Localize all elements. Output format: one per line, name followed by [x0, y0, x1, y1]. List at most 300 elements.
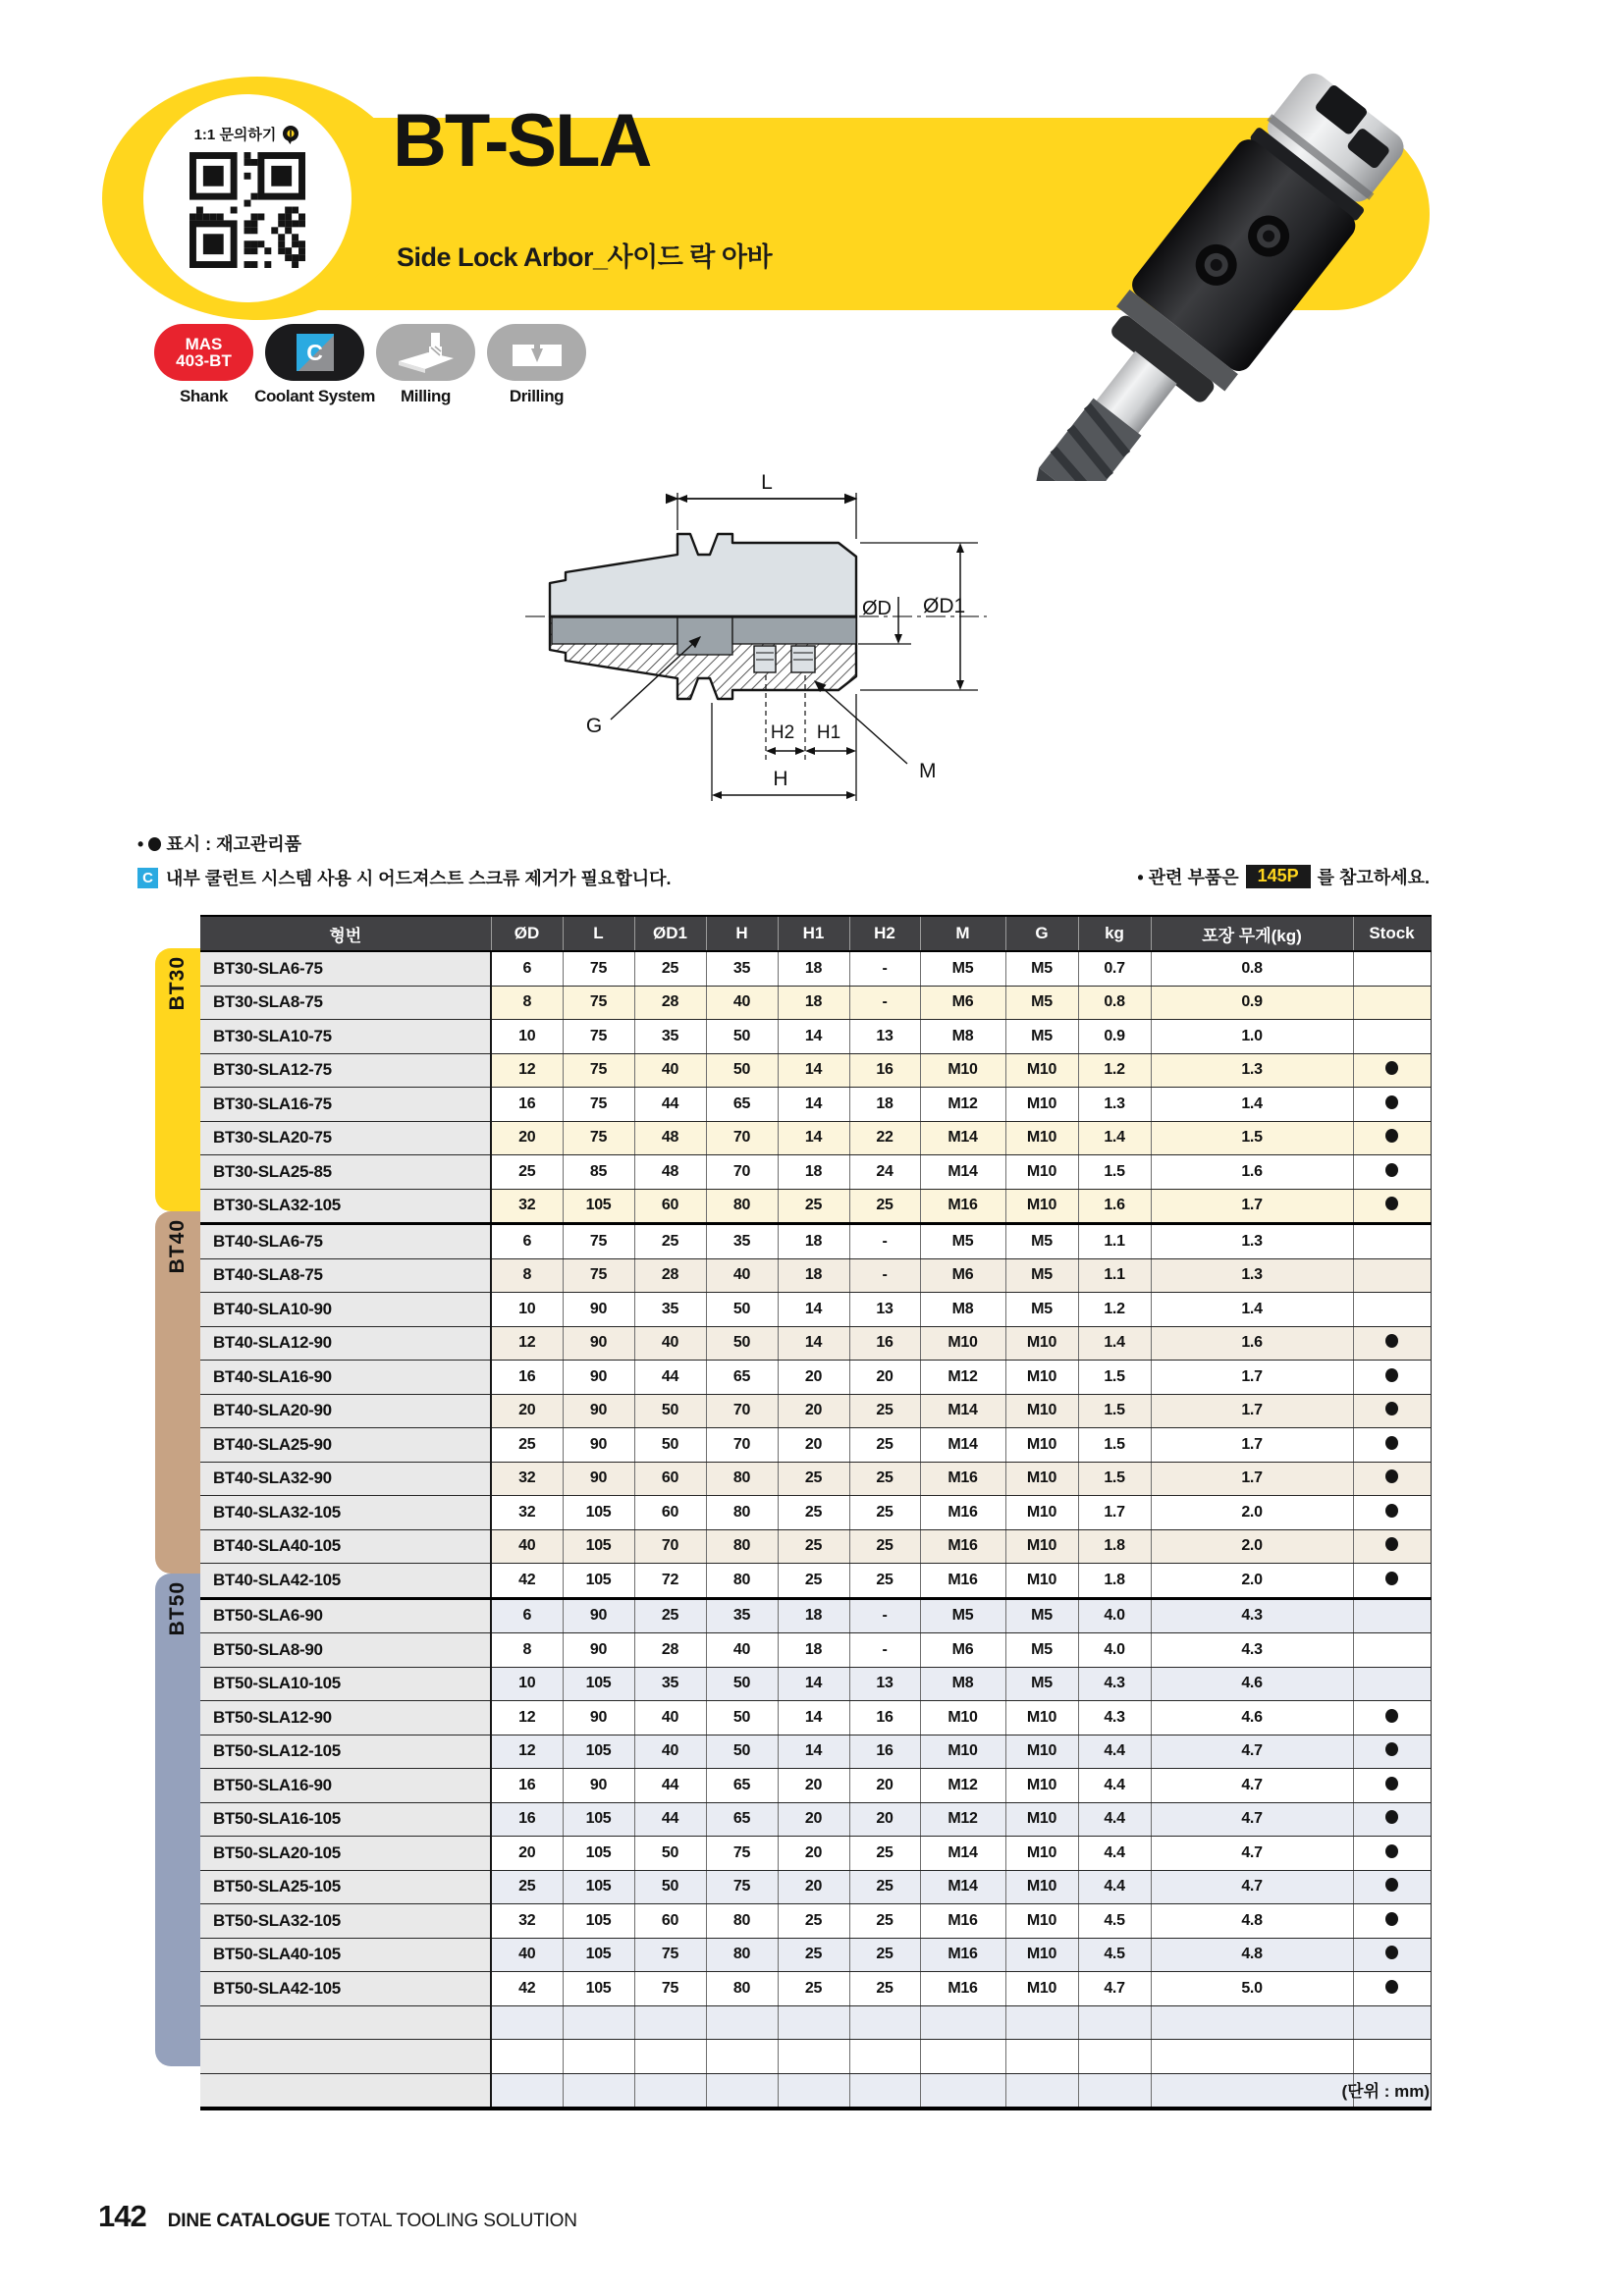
coolant-pill — [265, 324, 364, 381]
group-label: BT40 — [166, 1219, 189, 1274]
value-cell: 18 — [778, 1155, 849, 1190]
value-cell: 25 — [849, 1496, 920, 1530]
value-cell: M8 — [920, 1667, 1005, 1701]
value-cell: M5 — [1005, 986, 1078, 1020]
coolant-icon: C — [297, 334, 334, 371]
model-cell: BT50-SLA25-105 — [200, 1870, 491, 1904]
value-cell: 75 — [563, 1088, 634, 1122]
value-cell: M5 — [920, 1224, 1005, 1259]
value-cell: 25 — [491, 1870, 563, 1904]
value-cell — [1151, 2040, 1353, 2074]
value-cell: M5 — [920, 1598, 1005, 1633]
value-cell: M6 — [920, 1633, 1005, 1668]
value-cell: M10 — [920, 1326, 1005, 1361]
value-cell: 0.8 — [1078, 986, 1151, 1020]
drilling-caption: Drilling — [509, 387, 565, 405]
model-cell: BT30-SLA12-75 — [200, 1053, 491, 1088]
column-header: Stock — [1353, 916, 1431, 951]
value-cell: 20 — [778, 1361, 849, 1395]
drilling-icon — [506, 331, 568, 374]
value-cell: M10 — [1005, 1870, 1078, 1904]
value-cell: 28 — [634, 986, 706, 1020]
value-cell: 18 — [778, 1633, 849, 1668]
value-cell: 42 — [491, 1564, 563, 1599]
stock-cell — [1353, 1837, 1431, 1871]
value-cell: 25 — [849, 1462, 920, 1496]
spec-table — [200, 915, 1432, 2110]
value-cell: 90 — [563, 1769, 634, 1803]
value-cell: 18 — [778, 986, 849, 1020]
value-cell: 4.4 — [1078, 1870, 1151, 1904]
stock-cell — [1353, 1326, 1431, 1361]
value-cell: 75 — [563, 986, 634, 1020]
shank-line1: MAS — [185, 334, 223, 353]
value-cell: 18 — [778, 951, 849, 986]
table-row — [200, 1802, 1431, 1837]
value-cell: 12 — [491, 1701, 563, 1735]
model-cell: BT30-SLA25-85 — [200, 1155, 491, 1190]
table-row — [200, 1428, 1431, 1463]
value-cell: 1.6 — [1078, 1189, 1151, 1224]
model-cell: BT50-SLA12-105 — [200, 1735, 491, 1769]
shank-line2: 403-BT — [176, 351, 232, 370]
value-cell — [778, 2005, 849, 2040]
value-cell — [491, 2005, 563, 2040]
value-cell: 25 — [491, 1155, 563, 1190]
value-cell: 105 — [563, 1735, 634, 1769]
badge-drilling — [487, 324, 586, 406]
value-cell — [706, 2005, 778, 2040]
model-cell: BT40-SLA8-75 — [200, 1258, 491, 1293]
badge-milling — [376, 324, 475, 406]
value-cell — [563, 2073, 634, 2109]
value-cell: 1.7 — [1151, 1394, 1353, 1428]
table-row — [200, 1121, 1431, 1155]
value-cell: 40 — [634, 1053, 706, 1088]
value-cell: 20 — [778, 1802, 849, 1837]
value-cell: M16 — [920, 1189, 1005, 1224]
stock-dot — [1385, 1912, 1398, 1926]
value-cell: 25 — [849, 1938, 920, 1972]
model-cell: BT40-SLA16-90 — [200, 1361, 491, 1395]
value-cell: 40 — [706, 1258, 778, 1293]
value-cell — [778, 2040, 849, 2074]
value-cell: 20 — [491, 1121, 563, 1155]
stock-cell — [1353, 1564, 1431, 1599]
value-cell — [563, 2005, 634, 2040]
page-number: 142 — [98, 2199, 146, 2233]
value-cell: 14 — [778, 1667, 849, 1701]
value-cell: 90 — [563, 1293, 634, 1327]
value-cell: M5 — [1005, 1224, 1078, 1259]
table-row — [200, 1189, 1431, 1224]
value-cell: 25 — [778, 1904, 849, 1939]
dim-label-g: G — [585, 715, 603, 737]
empty-row — [200, 2005, 1431, 2040]
value-cell: 85 — [563, 1155, 634, 1190]
value-cell: M12 — [920, 1769, 1005, 1803]
group-bar-bt50 — [155, 1574, 200, 2067]
stock-cell — [1353, 1293, 1431, 1327]
stock-legend-text: 표시 : 재고관리품 — [166, 834, 302, 854]
chat-bubble-icon — [281, 125, 300, 144]
value-cell: 4.7 — [1151, 1802, 1353, 1837]
value-cell: M10 — [1005, 1496, 1078, 1530]
badge-shank — [154, 324, 253, 406]
value-cell: 50 — [706, 1020, 778, 1054]
value-cell: 14 — [778, 1053, 849, 1088]
value-cell: 1.4 — [1078, 1121, 1151, 1155]
page-footer — [98, 2199, 577, 2234]
value-cell: 10 — [491, 1020, 563, 1054]
value-cell: 50 — [706, 1053, 778, 1088]
value-cell: 13 — [849, 1293, 920, 1327]
value-cell: 4.5 — [1078, 1904, 1151, 1939]
group-label: BT50 — [166, 1580, 189, 1635]
dim-label-h2: H2 — [770, 722, 795, 743]
value-cell: 1.8 — [1078, 1529, 1151, 1564]
unit-note: (단위 : mm) — [1341, 2082, 1430, 2101]
stock-dot — [1385, 1095, 1398, 1109]
value-cell — [1151, 2005, 1353, 2040]
value-cell: 10 — [491, 1293, 563, 1327]
table-row — [200, 1769, 1431, 1803]
legend-notes — [137, 830, 671, 890]
value-cell: 40 — [634, 1326, 706, 1361]
model-cell — [200, 2040, 491, 2074]
value-cell: M8 — [920, 1020, 1005, 1054]
value-cell: 25 — [849, 1870, 920, 1904]
value-cell: 20 — [778, 1769, 849, 1803]
value-cell: 25 — [849, 1428, 920, 1463]
model-cell: BT40-SLA42-105 — [200, 1564, 491, 1599]
value-cell: 65 — [706, 1769, 778, 1803]
table-row — [200, 1462, 1431, 1496]
stock-cell — [1353, 1155, 1431, 1190]
value-cell: 72 — [634, 1564, 706, 1599]
value-cell: 25 — [778, 1496, 849, 1530]
drilling-pill — [487, 324, 586, 381]
value-cell: 80 — [706, 1564, 778, 1599]
column-header: H1 — [778, 916, 849, 951]
stock-dot — [1385, 1163, 1398, 1177]
stock-cell — [1353, 1361, 1431, 1395]
stock-cell — [1353, 1088, 1431, 1122]
value-cell — [1078, 2005, 1151, 2040]
value-cell: 50 — [706, 1735, 778, 1769]
value-cell: 42 — [491, 1972, 563, 2006]
milling-pill — [376, 324, 475, 381]
dimension-diagram — [491, 450, 1129, 823]
value-cell: 25 — [778, 1938, 849, 1972]
value-cell: 25 — [634, 1224, 706, 1259]
value-cell: 4.6 — [1151, 1701, 1353, 1735]
group-bar-bt40 — [155, 1211, 200, 1574]
related-suffix: 를 참고하세요. — [1317, 868, 1430, 887]
value-cell: M14 — [920, 1155, 1005, 1190]
stock-cell — [1353, 1189, 1431, 1224]
model-cell: BT40-SLA20-90 — [200, 1394, 491, 1428]
value-cell: M5 — [1005, 1020, 1078, 1054]
value-cell: M10 — [920, 1053, 1005, 1088]
value-cell: M10 — [1005, 1462, 1078, 1496]
tool-upper-profile — [550, 534, 856, 616]
value-cell: 0.9 — [1078, 1020, 1151, 1054]
value-cell: 4.8 — [1151, 1904, 1353, 1939]
value-cell: - — [849, 1258, 920, 1293]
value-cell: M5 — [1005, 1667, 1078, 1701]
table-row — [200, 1155, 1431, 1190]
value-cell — [706, 2040, 778, 2074]
stock-cell — [1353, 1904, 1431, 1939]
table-row — [200, 1529, 1431, 1564]
value-cell: 1.5 — [1078, 1155, 1151, 1190]
model-cell: BT40-SLA10-90 — [200, 1293, 491, 1327]
group-bar-bt30 — [155, 948, 200, 1211]
value-cell: 44 — [634, 1802, 706, 1837]
value-cell: 44 — [634, 1361, 706, 1395]
stock-cell — [1353, 1633, 1431, 1668]
value-cell: 50 — [634, 1428, 706, 1463]
stock-cell — [1353, 1972, 1431, 2006]
column-header: 형번 — [200, 916, 491, 951]
model-cell: BT30-SLA8-75 — [200, 986, 491, 1020]
model-cell — [200, 2005, 491, 2040]
value-cell: 4.5 — [1078, 1938, 1151, 1972]
stock-dot — [1385, 1878, 1398, 1892]
value-cell — [1078, 2073, 1151, 2109]
stock-cell — [1353, 2005, 1431, 2040]
column-header: ØD1 — [634, 916, 706, 951]
value-cell: 8 — [491, 1633, 563, 1668]
value-cell: 16 — [491, 1802, 563, 1837]
model-cell: BT40-SLA12-90 — [200, 1326, 491, 1361]
column-header: G — [1005, 916, 1078, 951]
model-cell: BT50-SLA16-90 — [200, 1769, 491, 1803]
model-cell: BT40-SLA40-105 — [200, 1529, 491, 1564]
value-cell: M5 — [1005, 1598, 1078, 1633]
value-cell: 4.0 — [1078, 1633, 1151, 1668]
stock-cell — [1353, 1020, 1431, 1054]
value-cell: 4.7 — [1151, 1837, 1353, 1871]
value-cell: 35 — [706, 951, 778, 986]
value-cell — [849, 2073, 920, 2109]
stock-dot — [1385, 1980, 1398, 1994]
value-cell: 4.0 — [1078, 1598, 1151, 1633]
value-cell: 35 — [706, 1598, 778, 1633]
value-cell: 4.3 — [1078, 1667, 1151, 1701]
value-cell: 25 — [778, 1189, 849, 1224]
column-header: M — [920, 916, 1005, 951]
value-cell: M6 — [920, 1258, 1005, 1293]
value-cell — [920, 2040, 1005, 2074]
coolant-note-row — [137, 865, 671, 890]
table-row — [200, 1293, 1431, 1327]
table-row — [200, 1053, 1431, 1088]
value-cell: 75 — [563, 1121, 634, 1155]
stock-dot — [1385, 1197, 1398, 1210]
value-cell: M10 — [1005, 1394, 1078, 1428]
value-cell: M16 — [920, 1564, 1005, 1599]
stock-dot — [1385, 1572, 1398, 1585]
dim-label-od1: ØD1 — [923, 595, 966, 617]
value-cell: M10 — [1005, 1529, 1078, 1564]
value-cell: 14 — [778, 1701, 849, 1735]
value-cell: 1.6 — [1151, 1155, 1353, 1190]
value-cell: 1.6 — [1151, 1326, 1353, 1361]
column-header: H2 — [849, 916, 920, 951]
model-cell: BT40-SLA25-90 — [200, 1428, 491, 1463]
value-cell — [849, 2005, 920, 2040]
dim-label-h: H — [773, 768, 788, 790]
model-cell: BT50-SLA42-105 — [200, 1972, 491, 2006]
stock-dot — [1385, 1469, 1398, 1483]
value-cell: 44 — [634, 1088, 706, 1122]
value-cell: 14 — [778, 1293, 849, 1327]
value-cell: 0.7 — [1078, 951, 1151, 986]
related-parts-note — [1137, 864, 1430, 889]
value-cell: 25 — [778, 1564, 849, 1599]
footer-text — [168, 2211, 577, 2232]
stock-cell — [1353, 1121, 1431, 1155]
value-cell: M10 — [1005, 1326, 1078, 1361]
model-cell: BT40-SLA32-90 — [200, 1462, 491, 1496]
value-cell: 18 — [778, 1224, 849, 1259]
value-cell: 4.7 — [1151, 1769, 1353, 1803]
model-cell: BT50-SLA10-105 — [200, 1667, 491, 1701]
value-cell: 105 — [563, 1802, 634, 1837]
table-row — [200, 1088, 1431, 1122]
stock-dot — [1385, 1709, 1398, 1723]
value-cell: 28 — [634, 1258, 706, 1293]
value-cell: 18 — [778, 1258, 849, 1293]
value-cell: 20 — [778, 1394, 849, 1428]
value-cell: 2.0 — [1151, 1564, 1353, 1599]
value-cell: 50 — [706, 1293, 778, 1327]
value-cell: 65 — [706, 1361, 778, 1395]
value-cell: 80 — [706, 1462, 778, 1496]
model-cell: BT50-SLA8-90 — [200, 1633, 491, 1668]
stock-dot — [1385, 1129, 1398, 1143]
value-cell — [920, 2073, 1005, 2109]
value-cell: 1.0 — [1151, 1020, 1353, 1054]
value-cell: 1.1 — [1078, 1258, 1151, 1293]
value-cell: 44 — [634, 1769, 706, 1803]
value-cell: 70 — [706, 1121, 778, 1155]
value-cell: 25 — [491, 1428, 563, 1463]
stock-cell — [1353, 1938, 1431, 1972]
value-cell: 105 — [563, 1564, 634, 1599]
stock-cell — [1353, 1598, 1431, 1633]
value-cell: 1.5 — [1078, 1428, 1151, 1463]
qr-circle — [143, 94, 352, 302]
value-cell: - — [849, 1224, 920, 1259]
value-cell: M10 — [1005, 1735, 1078, 1769]
related-prefix: • 관련 부품은 — [1137, 868, 1239, 887]
value-cell: 1.3 — [1151, 1053, 1353, 1088]
value-cell: 32 — [491, 1462, 563, 1496]
value-cell — [491, 2073, 563, 2109]
stock-cell — [1353, 1394, 1431, 1428]
stock-dot — [1385, 1368, 1398, 1382]
value-cell: 60 — [634, 1904, 706, 1939]
table-row — [200, 1667, 1431, 1701]
column-header: ØD — [491, 916, 563, 951]
value-cell: M16 — [920, 1904, 1005, 1939]
value-cell: M16 — [920, 1529, 1005, 1564]
value-cell: 50 — [706, 1326, 778, 1361]
value-cell: 105 — [563, 1938, 634, 1972]
value-cell: 25 — [849, 1394, 920, 1428]
value-cell: 8 — [491, 986, 563, 1020]
value-cell — [849, 2040, 920, 2074]
page-subtitle: Side Lock Arbor_사이드 락 아바 — [397, 242, 773, 272]
value-cell: 12 — [491, 1053, 563, 1088]
group-label: BT30 — [166, 956, 189, 1011]
value-cell: 1.3 — [1078, 1088, 1151, 1122]
coolant-note-text: 내부 쿨런트 시스템 사용 시 어드져스트 스크류 제거가 필요합니다. — [166, 869, 672, 888]
model-cell: BT50-SLA40-105 — [200, 1938, 491, 1972]
value-cell: 14 — [778, 1020, 849, 1054]
value-cell: 50 — [634, 1394, 706, 1428]
value-cell: 28 — [634, 1633, 706, 1668]
value-cell: M10 — [1005, 1938, 1078, 1972]
value-cell: 25 — [849, 1529, 920, 1564]
value-cell: 90 — [563, 1598, 634, 1633]
value-cell: 35 — [634, 1020, 706, 1054]
value-cell: 50 — [706, 1701, 778, 1735]
value-cell: 22 — [849, 1121, 920, 1155]
value-cell: 105 — [563, 1667, 634, 1701]
value-cell: M14 — [920, 1837, 1005, 1871]
column-header: L — [563, 916, 634, 951]
value-cell: 70 — [706, 1428, 778, 1463]
value-cell: 24 — [849, 1155, 920, 1190]
value-cell: 105 — [563, 1189, 634, 1224]
value-cell: 6 — [491, 951, 563, 986]
value-cell: 75 — [563, 1053, 634, 1088]
value-cell: 13 — [849, 1667, 920, 1701]
value-cell: 105 — [563, 1529, 634, 1564]
value-cell: M10 — [1005, 1053, 1078, 1088]
value-cell: 40 — [706, 986, 778, 1020]
value-cell: M14 — [920, 1394, 1005, 1428]
model-cell: BT50-SLA20-105 — [200, 1837, 491, 1871]
value-cell: M14 — [920, 1870, 1005, 1904]
value-cell: 20 — [491, 1394, 563, 1428]
value-cell: 80 — [706, 1904, 778, 1939]
value-cell: 75 — [706, 1870, 778, 1904]
value-cell: 25 — [849, 1564, 920, 1599]
value-cell: 25 — [849, 1837, 920, 1871]
value-cell — [778, 2073, 849, 2109]
value-cell: 16 — [491, 1361, 563, 1395]
feature-badges — [154, 324, 586, 406]
value-cell: 20 — [491, 1837, 563, 1871]
value-cell: 14 — [778, 1121, 849, 1155]
value-cell: 1.4 — [1151, 1293, 1353, 1327]
value-cell: 2.0 — [1151, 1529, 1353, 1564]
table-row — [200, 1224, 1431, 1259]
value-cell: 20 — [778, 1428, 849, 1463]
value-cell: 80 — [706, 1938, 778, 1972]
value-cell: 1.4 — [1151, 1088, 1353, 1122]
table-row — [200, 1394, 1431, 1428]
value-cell: 1.3 — [1151, 1258, 1353, 1293]
value-cell — [491, 2040, 563, 2074]
value-cell: 20 — [849, 1361, 920, 1395]
value-cell: - — [849, 1598, 920, 1633]
